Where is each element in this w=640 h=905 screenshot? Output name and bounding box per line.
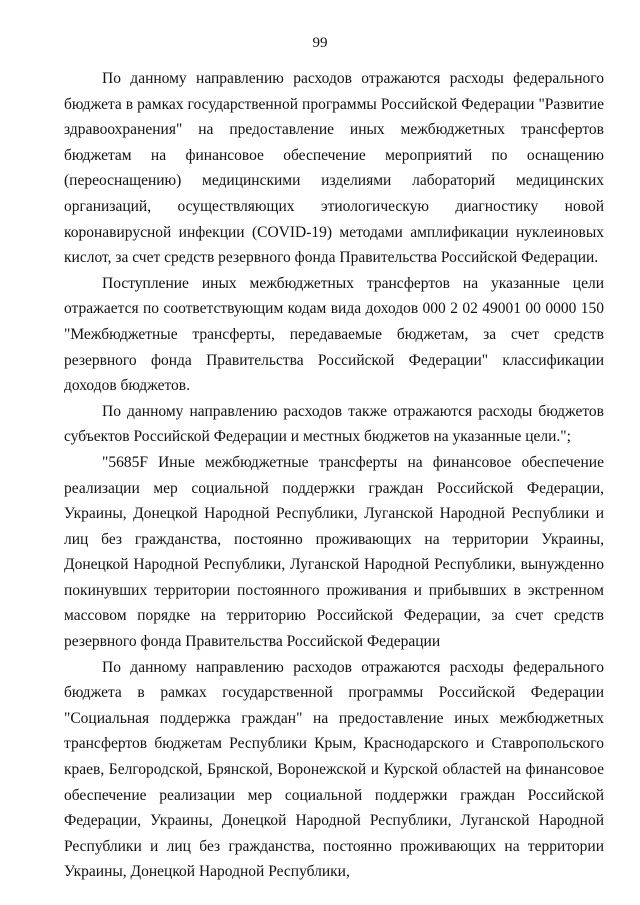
paragraph-social-support: По данному направлению расходов отражаются расходы федерального бюджета в рамках государственной программы Российской Федерации "Социальная поддержка граждан" на предоставление иных межбюджетных трансфертов бюджетам Республики Крым, Краснодарского и Ставропольского краев, Белгородской, Брянской, Воронежской и Курской областей на финансовое обеспечение реализации мер социальной поддержки граждан Российской Федерации, Украины, Донецкой Народной Республики, Луганской Народной Республики и лиц без гражданства, постоянно проживающих на территории Украины, Донецкой Народной Республики, (64, 658, 604, 881)
document-body (64, 66, 604, 885)
paragraph-regional-budgets: По данному направлению расходов также отражаются расходы бюджетов субъектов Российской Федерации и местных бюджетов на указанные цели."; (64, 402, 604, 446)
page-number: 99 (312, 35, 328, 51)
paragraph-covid-lab-equipment: По данному направлению расходов отражаются расходы федерального бюджета в рамках государственной программы Российской Федерации "Развитие здравоохранения" на предоставление иных межбюджетных трансфертов бюджетам на финансовое обеспечение мероприятий по оснащению (переоснащению) медицинскими изделиями лабораторий медицинских организаций, осуществляющих этиологическую диагностику новой коронавирусной инфекции (COVID-19) методами амплификации нуклеиновых кислот, за счет средств резервного фонда Правительства Российской Федерации. (64, 70, 604, 267)
paragraph-5685f-heading: "5685F Иные межбюджетные трансферты на финансовое обеспечение реализации мер социальной поддержки граждан Российской Федерации, Украины, Донецкой Народной Республики, Луганской Народной Республики и лиц без гражданства, постоянно проживающих на территории Украины, Донецкой Народной Республики, Луганской Народной Республики, вынужденно покинувших территории постоянного проживания и прибывших в экстренном массовом порядке на территорию Российской Федерации, за счет средств резервного фонда Правительства Российской Федерации (64, 453, 604, 651)
paragraph-revenue-codes: Поступление иных межбюджетных трансфертов на указанные цели отражается по соответствующим кодам вида доходов 000 2 02 49001 00 0000 150 "Межбюджетные трансферты, передаваемые бюджетам, за счет средств резервного фонда Правительства Российской Федерации" классификации доходов бюджетов. (64, 274, 604, 395)
